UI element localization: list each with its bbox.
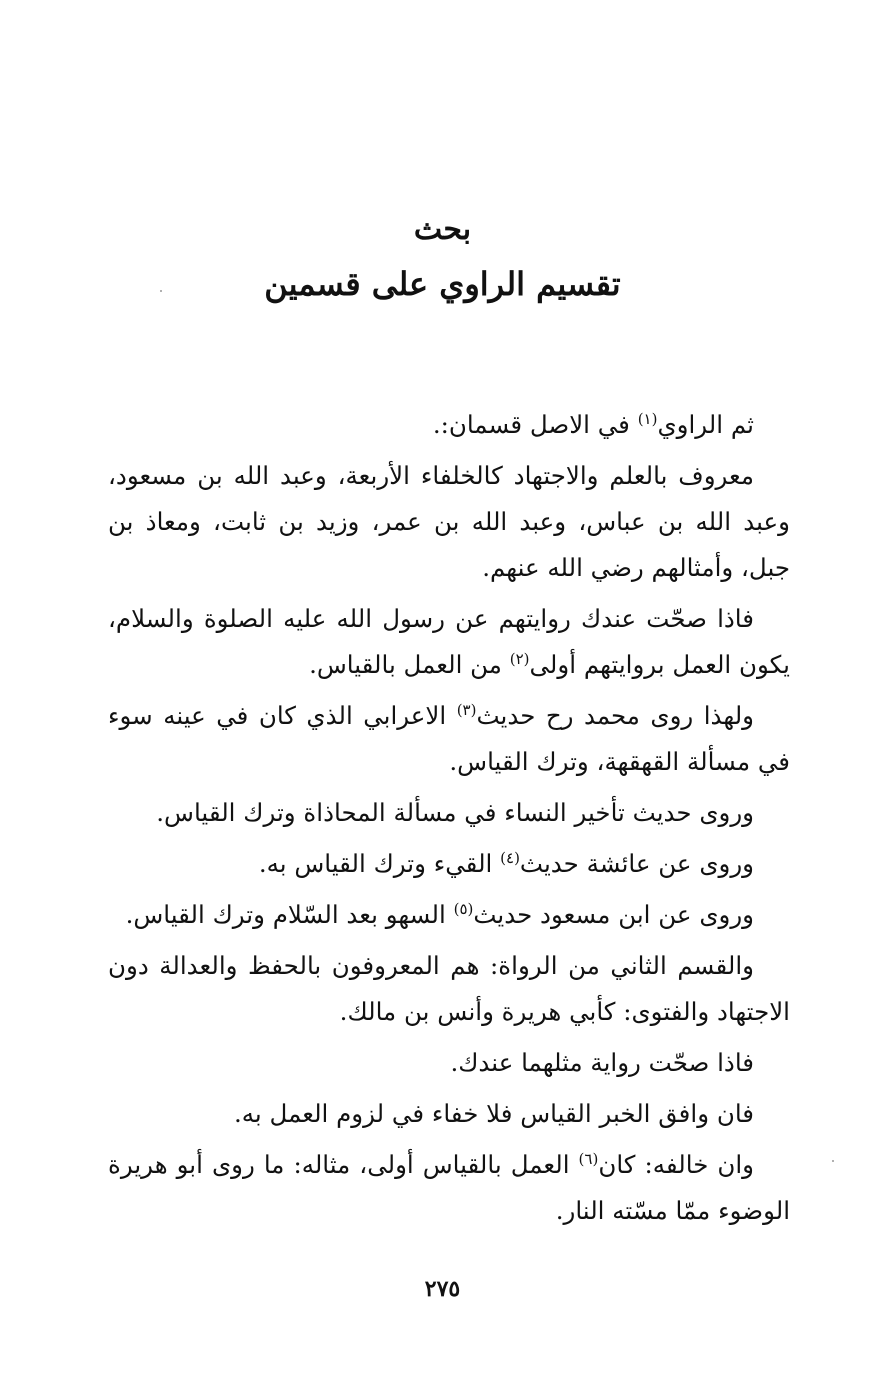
paragraph: [108, 943, 790, 1035]
paragraph-text: الاعرابي الذي كان في عينه سوء في مسألة القهقهة، وترك القياس.: [108, 701, 790, 776]
paragraph-text: فاذا صحّت عندك روايتهم عن رسول الله عليه الصلوة والسلام، يكون العمل بروايتهم أولى: [108, 604, 790, 679]
paragraph-text: ثم الراوي: [657, 410, 754, 439]
footnote-marker: (٣): [456, 700, 477, 719]
paragraph-text: من العمل بالقياس.: [309, 650, 510, 679]
paragraph: [108, 1091, 790, 1137]
paragraph: [108, 790, 790, 836]
body-text: [108, 402, 790, 1239]
paragraph-text: فاذا صحّت رواية مثلهما عندك.: [450, 1048, 754, 1077]
footnote-marker: (٦): [578, 1149, 599, 1168]
paragraph-text: العمل بالقياس أولى، مثاله: ما روى أبو هريرة الوضوء ممّا مسّته النار.: [108, 1150, 790, 1225]
scan-speck: [160, 290, 162, 292]
paragraph: [108, 1040, 790, 1086]
paragraph: [108, 693, 790, 785]
paragraph: [108, 453, 790, 591]
paragraph-text: السهو بعد السّلام وترك القياس.: [125, 900, 454, 929]
footnote-marker: (٢): [509, 649, 530, 668]
section-label: بحث: [413, 212, 472, 247]
paragraph-text: والقسم الثاني من الرواة: هم المعروفون بالحفظ والعدالة دون الاجتهاد والفتوى: كأبي هريرة وأنس بن مالك.: [108, 951, 790, 1026]
paragraph-text: في الاصل قسمان:.: [432, 410, 638, 439]
paragraph: [108, 841, 790, 887]
paragraph: [108, 1142, 790, 1234]
paragraph: [108, 596, 790, 688]
paragraph: [108, 402, 790, 448]
section-title: تقسيم الراوي على قسمين: [264, 265, 621, 303]
paragraph-text: وروى عن عائشة حديث: [519, 849, 754, 878]
footnote-marker: (١): [637, 409, 658, 428]
paragraph-text: ولهذا روى محمد رح حديث: [476, 701, 754, 730]
paragraph-text: معروف بالعلم والاجتهاد كالخلفاء الأربعة، وعبد الله بن مسعود، وعبد الله بن عباس، وعبد الله بن عمر، وزيد بن ثابت، ومعاذ بن جبل، وأمثالهم رضي الله عنهم.: [108, 461, 790, 582]
paragraph-text: وروى حديث تأخير النساء في مسألة المحاذاة وترك القياس.: [156, 798, 754, 827]
scan-speck: [832, 1160, 834, 1162]
paragraph-text: وان خالفه: كان: [598, 1150, 754, 1179]
paragraph-text: وروى عن ابن مسعود حديث: [473, 900, 754, 929]
paragraph: [108, 892, 790, 938]
footnote-marker: (٤): [500, 848, 520, 867]
paragraph-text: فان وافق الخبر القياس فلا خفاء في لزوم العمل به.: [234, 1099, 754, 1128]
footnote-marker: (٥): [453, 899, 474, 918]
page-number: ٢٧٥: [424, 1276, 461, 1302]
paragraph-text: القيء وترك القياس به.: [258, 849, 501, 878]
